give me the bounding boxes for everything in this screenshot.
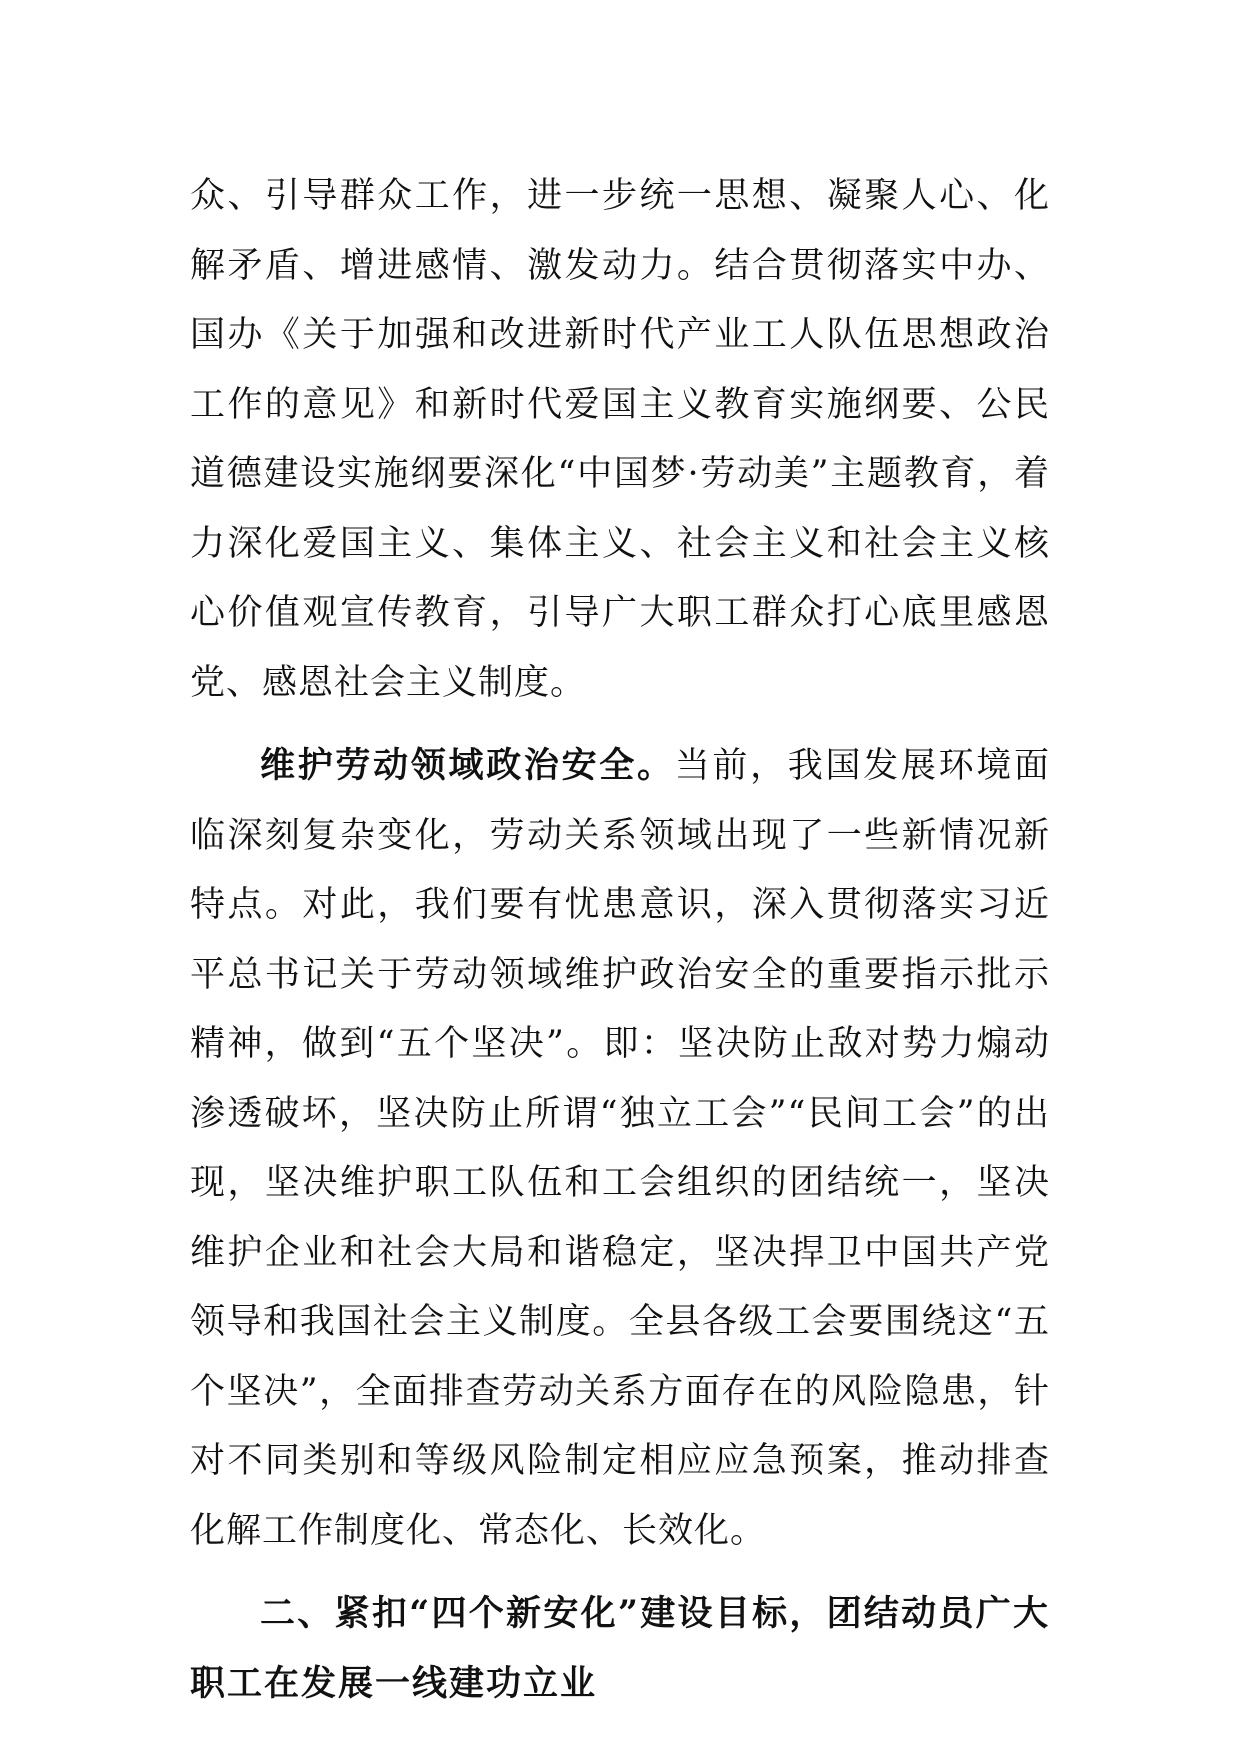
paragraph-2-lead: 维护劳动领域政治安全。 bbox=[260, 745, 675, 786]
section-heading: 二、紧扣“四个新安化”建设目标，团结动员广大职工在发展一线建功立业 bbox=[190, 1593, 1050, 1704]
paragraph-political-security bbox=[190, 731, 1050, 1566]
paragraph-continuation bbox=[190, 162, 1050, 718]
paragraph-2-text: 当前，我国发展环境面临深刻复杂变化，劳动关系领域出现了一些新情况新特点。对此，我们要有忧患意识，深入贯彻落实习近平总书记关于劳动领域维护政治安全的重要指示批示精神，做到“五个坚决”。即：坚决防止敌对势力煽动渗透破坏，坚决防止所谓“独立工会”“民间工会”的出现，坚决维护职工队伍和工会组织的团结统一，坚决维护企业和社会大局和谐稳定，坚决捍卫中国共产党领导和我国社会主义制度。全县各级工会要围绕这“五个坚决”，全面排查劳动关系方面存在的风险隐患，针对不同类别和等级风险制定相应应急预案，推动排查化解工作制度化、常态化、长效化。 bbox=[190, 746, 1050, 1551]
document-page bbox=[190, 162, 1050, 1718]
paragraph-1-text: 众、引导群众工作，进一步统一思想、凝聚人心、化解矛盾、增进感情、激发动力。结合贯彻落实中办、国办《关于加强和改进新时代产业工人队伍思想政治工作的意见》和新时代爱国主义教育实施纲要、公民道德建设实施纲要深化“中国梦·劳动美”主题教育，着力深化爱国主义、集体主义、社会主义和社会主义核心价值观宣传教育，引导广大职工群众打心底里感恩党、感恩社会主义制度。 bbox=[190, 176, 1050, 703]
